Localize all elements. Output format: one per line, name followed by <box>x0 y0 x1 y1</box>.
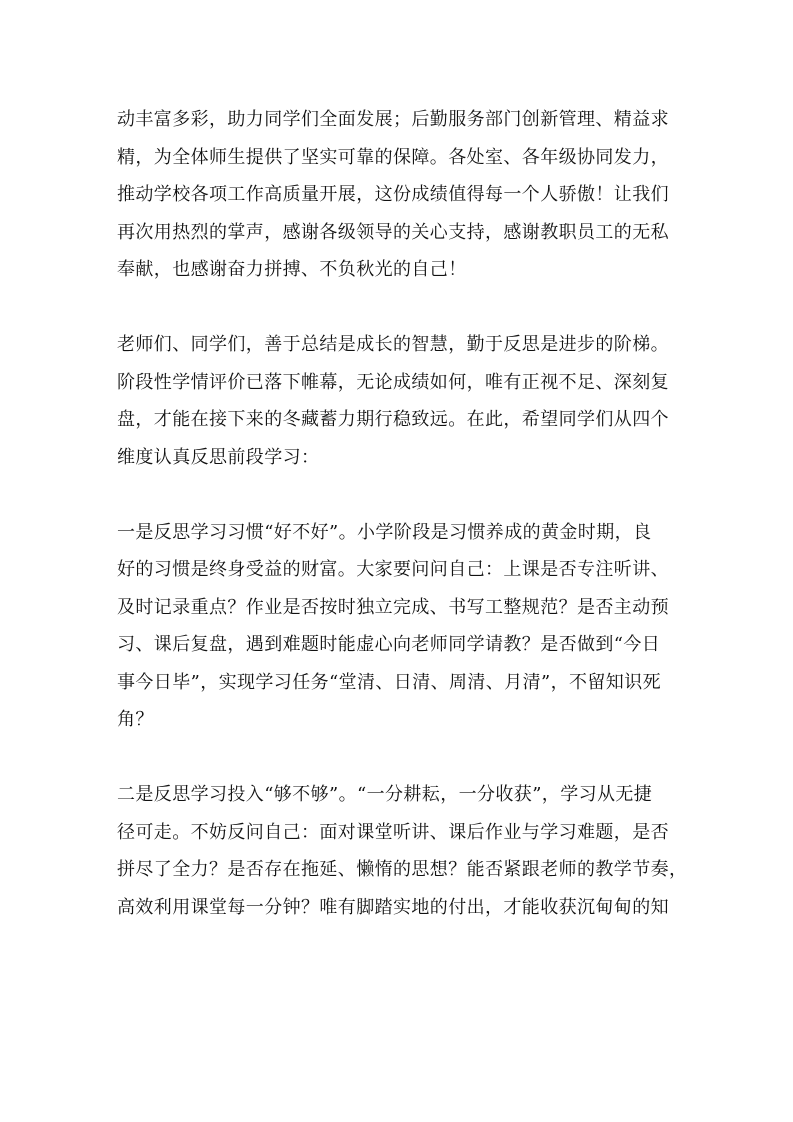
text-line: 角？ <box>117 709 154 730</box>
text-line: 盘，才能在接下来的冬藏蓄力期行稳致远。在此，希望同学们从四个 <box>117 409 669 430</box>
text-line: 老师们、同学们，善于总结是成长的智慧，勤于反思是进步的阶梯。 <box>117 334 669 355</box>
text-line: 精，为全体师生提供了坚实可靠的保障。各处室、各年级协同发力， <box>117 146 669 168</box>
text-line: 再次用热烈的掌声，感谢各级领导的关心支持，感谢教职员工的无私 <box>117 221 669 243</box>
paragraph-achievements <box>117 101 683 289</box>
text-line: 拼尽了全力？是否存在拖延、懒惰的思想？能否紧跟老师的教学节奏， <box>117 859 688 880</box>
text-line: 及时记录重点？作业是否按时独立完成、书写工整规范？是否主动预 <box>117 596 669 618</box>
paragraph-reflection-intro <box>117 326 683 476</box>
document-body <box>117 101 688 926</box>
text-line: 一是反思学习习惯“好不好”。小学阶段是习惯养成的黄金时期，良 <box>117 521 652 543</box>
text-line: 动丰富多彩，助力同学们全面发展；后勤服务部门创新管理、精益求 <box>117 109 669 130</box>
text-line: 事今日毕”，实现学习任务“堂清、日清、周清、月清”，不留知识死 <box>117 671 662 693</box>
text-line: 维度认真反思前段学习： <box>117 446 320 468</box>
text-line: 高效利用课堂每一分钟？唯有脚踏实地的付出，才能收获沉甸甸的知 <box>117 896 669 918</box>
text-line: 习、课后复盘，遇到难题时能虚心向老师同学请教？是否做到“今日 <box>117 634 661 655</box>
text-line: 好的习惯是终身受益的财富。大家要问问自己：上课是否专注听讲、 <box>117 559 669 580</box>
paragraph-study-effort <box>117 776 688 926</box>
paragraph-study-habits <box>117 514 683 739</box>
text-line: 二是反思学习投入“够不够”。“一分耕耘，一分收获”，学习从无捷 <box>117 784 653 805</box>
text-line: 推动学校各项工作高质量开展，这份成绩值得每一个人骄傲！让我们 <box>117 184 669 205</box>
text-line: 径可走。不妨反问自己：面对课堂听讲、课后作业与学习难题，是否 <box>117 821 669 843</box>
text-line: 奉献，也感谢奋力拼搏、不负秋光的自己！ <box>117 259 467 280</box>
text-line: 阶段性学情评价已落下帷幕，无论成绩如何，唯有正视不足、深刻复 <box>117 371 669 393</box>
